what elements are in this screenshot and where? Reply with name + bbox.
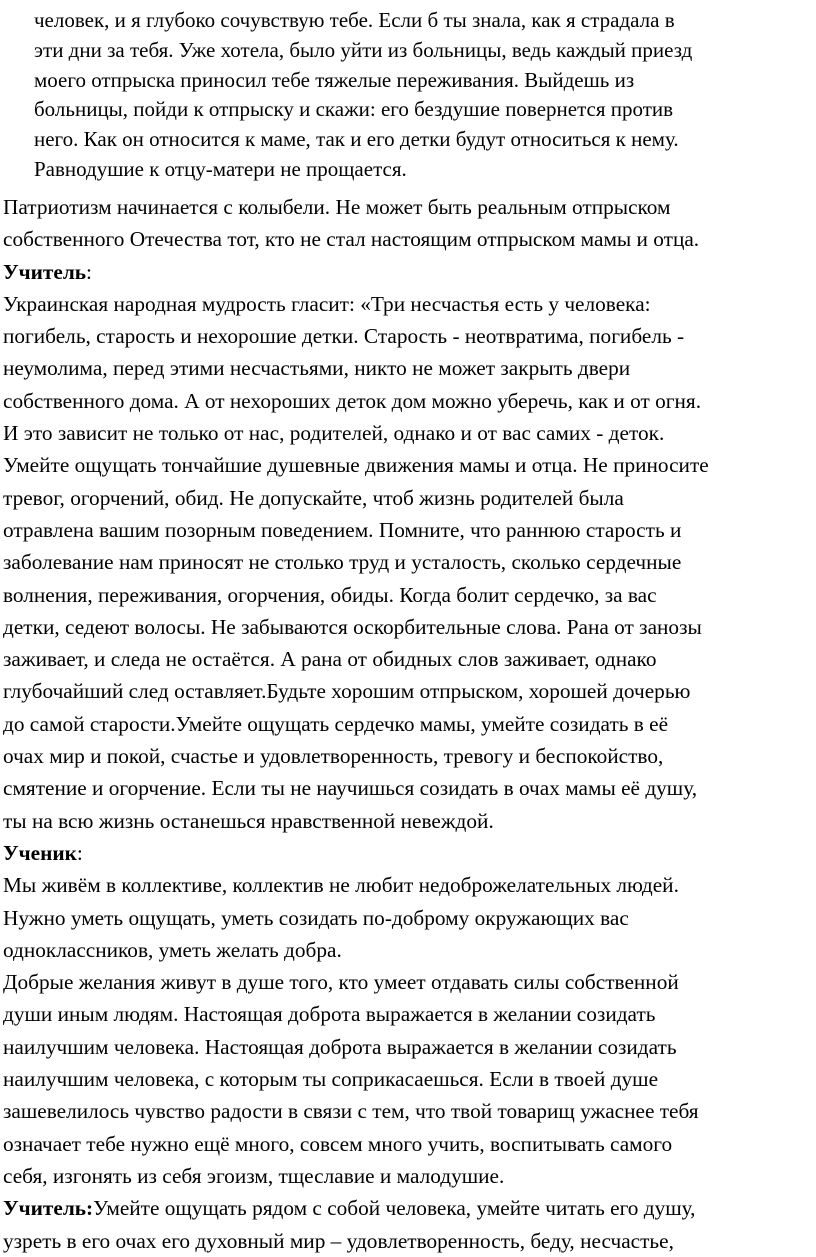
- line-text: глубочайший след оставляет.Будьте хорошим отпрыском, хорошей дочерью: [3, 679, 691, 704]
- body-line: [3, 643, 815, 675]
- line-text: :: [76, 840, 83, 865]
- speaker-label: Учитель:: [3, 1196, 94, 1221]
- speaker-line: [3, 837, 815, 869]
- body-line: [3, 352, 815, 384]
- quote-line: Равнодушие к отцу-матери не прощается.: [34, 156, 407, 181]
- body-line: [3, 417, 815, 449]
- body-line: [3, 772, 815, 804]
- body-line: [3, 998, 815, 1030]
- body-line: [3, 1225, 815, 1257]
- body-line: [3, 223, 815, 255]
- line-text: наилучшим человека. Настоящая доброта выражается в желании созидать: [3, 1034, 677, 1059]
- line-text: Патриотизм начинается с колыбели. Не может быть реальным отпрыском: [3, 195, 671, 219]
- line-text: собственного Отечества тот, кто не стал настоящим отпрыском мамы и отца.: [3, 227, 700, 252]
- body-line: [3, 191, 815, 223]
- line-text: :: [86, 259, 92, 284]
- line-text: смятение и огорчение. Если ты не научишься созидать в очах мамы её душу,: [3, 776, 698, 801]
- line-text: И это зависит не только от нас, родителей, однако и от вас самих - деток.: [3, 421, 665, 446]
- line-text: неумолима, перед этими несчастьями, никто не может закрыть двери: [3, 356, 631, 381]
- line-text: очах мир и покой, счастье и удовлетворенность, тревогу и беспокойство,: [3, 744, 664, 769]
- body-line: [3, 675, 815, 707]
- body-line: [3, 482, 815, 514]
- body-line: [3, 514, 815, 546]
- line-text: погибель, старость и нехорошие детки. Старость - неотвратима, погибель -: [3, 324, 685, 349]
- line-text: отравлена вашим позорным поведением. Помните, что раннюю старость и: [3, 517, 682, 542]
- body-line: [3, 966, 815, 998]
- line-text: детки, седеют волосы. Не забываются оскорбительные слова. Рана от занозы: [3, 614, 702, 639]
- indented-quote-block: [34, 6, 804, 185]
- line-text: заживает, и следа не остаётся. А рана от обидных слов заживает, однако: [3, 647, 657, 672]
- speaker-line: [3, 1192, 815, 1224]
- body-line: [3, 708, 815, 740]
- quote-line: него. Как он относится к маме, так и его детки будут относиться к нему.: [34, 127, 679, 152]
- speaker-label: Ученик: [3, 840, 77, 865]
- body-line: [3, 1128, 815, 1160]
- body-line: [3, 869, 815, 901]
- line-text: заболевание нам приносят не столько труд и усталость, сколько сердечные: [3, 550, 682, 575]
- quote-line: человек, и я глубоко сочувствую тебе. Если б ты знала, как я страдала в: [34, 8, 675, 32]
- body-line: [3, 805, 815, 837]
- quote-line: больницы, пойди к отпрыску и скажи: его бездушие повернется против: [34, 97, 674, 122]
- body-line: [3, 740, 815, 772]
- line-text: Умейте ощущать рядом с собой человека, умейте читать его душу,: [93, 1196, 696, 1221]
- main-text-body: [3, 191, 815, 1257]
- line-text: Нужно уметь ощущать, уметь созидать по-доброму окружающих вас: [3, 905, 629, 930]
- body-line: [3, 611, 815, 643]
- line-text: одноклассников, уметь желать добра.: [3, 937, 342, 962]
- body-line: [3, 1031, 815, 1063]
- body-line: [3, 1063, 815, 1095]
- line-text: до самой старости.Умейте ощущать сердечко мамы, умейте созидать в её: [3, 711, 669, 736]
- body-line: [3, 579, 815, 611]
- body-line: [3, 320, 815, 352]
- line-text: Умейте ощущать тончайшие душевные движения мамы и отца. Не приносите: [3, 453, 709, 478]
- line-text: ты на всю жизнь останешься нравственной невеждой.: [3, 808, 494, 833]
- quote-line: эти дни за тебя. Уже хотела, было уйти из больницы, ведь каждый приезд: [34, 37, 693, 62]
- line-text: Добрые желания живут в душе того, кто умеет отдавать силы собственной: [3, 970, 679, 995]
- body-line: [3, 288, 815, 320]
- body-line: [3, 934, 815, 966]
- speaker-label: Учитель: [3, 259, 87, 284]
- line-text: души иным людям. Настоящая доброта выражается в желании созидать: [3, 1002, 656, 1027]
- line-text: зашевелилось чувство радости в связи с тем, что твой товарищ ужаснее тебя: [3, 1099, 699, 1124]
- body-line: [3, 546, 815, 578]
- line-text: наилучшим человека, с которым ты соприкасаешься. Если в твоей душе: [3, 1067, 659, 1092]
- line-text: Мы живём в коллективе, коллектив не любит недоброжелательных людей.: [3, 873, 679, 898]
- line-text: тревог, огорчений, обид. Не допускайте, чтоб жизнь родителей была: [3, 485, 624, 510]
- body-line: [3, 1095, 815, 1127]
- body-line: [3, 1160, 815, 1192]
- line-text: волнения, переживания, огорчения, обиды. Когда болит сердечко, за вас: [3, 582, 657, 607]
- line-text: собственного дома. А от нехороших деток дом можно уберечь, как и от огня.: [3, 388, 702, 413]
- quote-line: моего отпрыска приносил тебе тяжелые переживания. Выйдешь из: [34, 67, 635, 92]
- line-text: означает тебе нужно ещё много, совсем много учить, воспитывать самого: [3, 1131, 673, 1156]
- body-line: [3, 902, 815, 934]
- line-text: узреть в его очах его духовный мир – удовлетворенность, беду, несчастье,: [3, 1228, 674, 1253]
- line-text: Украинская народная мудрость гласит: «Три несчастья есть у человека:: [3, 291, 651, 316]
- body-line: [3, 385, 815, 417]
- line-text: себя, изгонять из себя эгоизм, тщеславие и малодушие.: [3, 1163, 505, 1188]
- speaker-line: [3, 256, 815, 288]
- body-line: [3, 449, 815, 481]
